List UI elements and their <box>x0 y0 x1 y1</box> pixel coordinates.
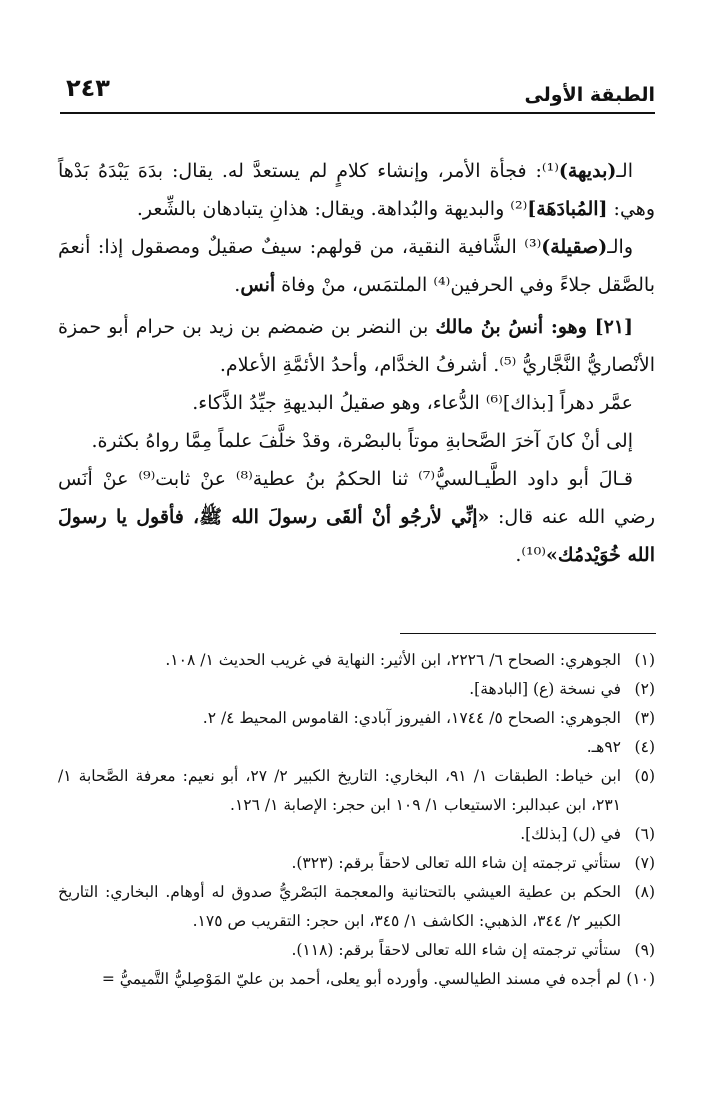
text-run: والـ <box>607 236 633 258</box>
name-anas: أنس <box>240 274 276 296</box>
footnote-item <box>58 878 655 936</box>
footnote-item <box>58 820 655 849</box>
text-run: ⁽³⁾ الشَّافية النقية، من قولهم: سيفٌ صقيلٌ ومصقول إذا: أنعمَ بالصَّقل جلاءً وفي الحرفين⁽⁴⁾ الملتمَس، منْ وفاة <box>58 236 655 296</box>
text-run: . <box>234 274 241 296</box>
footnotes-divider <box>400 633 656 634</box>
footnote-item <box>58 704 655 733</box>
footnote-number: (١) <box>634 651 655 669</box>
footnote-number: (٦) <box>634 825 655 843</box>
text-run: ⁽¹⁾: فجأة الأمر، وإنشاء كلامٍ لم يستعدَّ له. يقال: بدَهَ يَبْدَهُ بَدْهاً وهي: <box>58 160 655 220</box>
footnote-text: الجوهري: الصحاح ٦/ ٢٢٢٦، ابن الأثير: النهاية في غريب الحديث ١/ ١٠٨. <box>165 651 621 669</box>
footnote-text: في نسخة (ع) [البادهة]. <box>469 680 621 698</box>
footnote-number: (٧) <box>634 854 655 872</box>
term-mubadaha: [المُبادَهَة] <box>527 198 608 220</box>
footnote-item <box>58 733 655 762</box>
footnote-number: (٩) <box>634 941 655 959</box>
footnote-item <box>58 675 655 704</box>
footnote-item <box>58 646 655 675</box>
footnote-text: الجوهري: الصحاح ٥/ ١٧٤٤، الفيروز آبادي: القاموس المحيط ٤/ ٢. <box>202 709 621 727</box>
term-badiha: (بديهة) <box>558 160 617 182</box>
footnote-text: لم أجده في مسند الطيالسي. وأورده أبو يعلى، أحمد بن عليّ المَوْصِليُّ التَّميميُّ = <box>101 970 621 988</box>
footnote-text: في (ل) [بذلك]. <box>520 825 621 843</box>
text-run: قـالَ أبو داود الطَّيـالسيُّ⁽⁷⁾ ثنا الحكمُ بنُ عطية⁽⁸⁾ عنْ ثابت⁽⁹⁾ عنْ أنَس رضي الله عنه قال: <box>58 468 655 528</box>
entry-heading: [٢١] وهو: أنسُ بنُ مالك <box>435 316 633 338</box>
running-title: الطبقة الأولى <box>524 84 655 106</box>
text-run: الـ <box>616 160 633 182</box>
text-run: بن النضر بن ضمضم بن زيد بن حرام أبو حمزة الأنْصاريُّ النَّجَّاريُّ ⁽⁵⁾. أشرفُ الخدَّام، وأحدُ الأئمَّةِ الأعلام. <box>58 316 655 376</box>
page-number: ٢٤٣ <box>66 74 110 102</box>
page-header <box>60 70 655 114</box>
paragraph-hadith <box>58 460 655 574</box>
footnote-number: (٣) <box>634 709 655 727</box>
footnote-text: ستأتي ترجمته إن شاء الله تعالى لاحقاً برقم: (٣٢٣). <box>291 854 621 872</box>
paragraph-saqila <box>58 228 655 304</box>
paragraph-death: إلى أنْ كانَ آخرَ الصَّحابةِ موتاً بالبصْرة، وقدْ خلَّفَ علماً مِمَّا رواهُ بكثرة. <box>91 430 633 452</box>
paragraph-badiha <box>58 152 655 228</box>
footnote-number: (٥) <box>634 767 655 785</box>
footnote-item <box>58 762 655 820</box>
main-text <box>58 152 655 574</box>
footnote-item <box>58 965 655 994</box>
footnote-text: ابن خياط: الطبقات ١/ ٩١، البخاري: التاريخ الكبير ٢/ ٢٧، أبو نعيم: معرفة الصَّحابة ١/ ٢٣١، ابن عبدالبر: الاستيعاب ١/ ١٠٩ ابن حجر: الإصابة ١/ ١٢٦. <box>58 767 621 814</box>
term-saqila: (صقيلة) <box>541 236 608 258</box>
footnote-number: (١٠) <box>626 970 655 988</box>
footnote-number: (٢) <box>634 680 655 698</box>
footnote-item <box>58 849 655 878</box>
text-run: ⁽¹⁰⁾. <box>515 544 546 566</box>
footnote-text: ستأتي ترجمته إن شاء الله تعالى لاحقاً برقم: (١١٨). <box>291 941 621 959</box>
hadith-quote: «إنِّي لأرجُو أنْ ألقَى رسولَ الله ﷺ، فأقول يا رسولَ الله خُوَيْدمُك» <box>58 506 655 566</box>
paragraph-lifespan: عمَّر دهراً [بذاك]⁽⁶⁾ الدُّعاء، وهو صقيلُ البديهةِ جيِّدُ الذَّكاء. <box>192 392 633 414</box>
footnotes <box>58 646 655 994</box>
footnote-text: ٩٢هـ. <box>586 738 621 756</box>
text-run: ⁽²⁾ والبديهة والبُداهة. ويقال: هذانِ يتبادهان بالشِّعر. <box>136 198 528 220</box>
footnote-number: (٨) <box>634 883 655 901</box>
footnote-text: الحكم بن عطية العيشي بالتحتانية والمعجمة البَصْريُّ صدوق له أوهام. البخاري: التاريخ الكبير ٢/ ٣٤٤، الذهبي: الكاشف ١/ ٣٤٥، ابن حجر: التقريب ص ١٧٥. <box>58 883 621 930</box>
footnote-number: (٤) <box>634 738 655 756</box>
footnote-item <box>58 936 655 965</box>
paragraph-entry-21 <box>58 308 655 384</box>
